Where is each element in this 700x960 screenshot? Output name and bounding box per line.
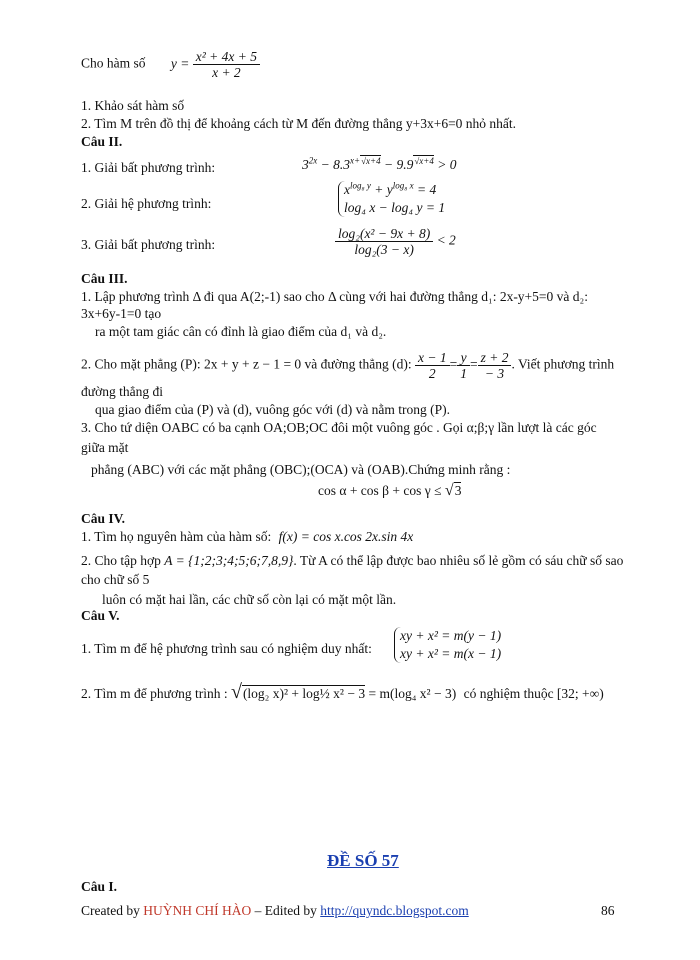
cau3-item2-post: . Viết phương trình — [511, 356, 615, 372]
cau3-item2-frac3 — [478, 350, 512, 381]
cau4-item1-formula: f(x) = cos x.cos 2x.sin 4x — [278, 529, 414, 544]
cau4-item2-line2: cho chữ số 5 — [81, 572, 150, 587]
cau5-item2-post: có nghiệm thuộc [32; +∞) — [463, 686, 604, 701]
intro-y-label: y = — [170, 55, 190, 71]
cau5-item2: 2. Tìm m để phương trình : √(log₂ x)² + log½ x² − 3 = m(log₄ x² − 3) có nghiệm thuộc [32; +∞) — [81, 681, 604, 703]
cau3-item3-radicand: 3 — [454, 483, 462, 498]
intro-function — [81, 49, 260, 80]
page-number: 86 — [601, 903, 615, 918]
cau4-item2-set: A = {1;2;3;4;5;6;7,8,9} — [164, 553, 294, 568]
cau3-item3-line2: giữa mặt — [81, 440, 129, 455]
cau5-item2-radicand: (log₂ x)² + log½ x² − 3 — [242, 686, 366, 701]
cau5-item1-label: 1. Tìm m để hệ phương trình sau có nghiệm duy nhất: — [81, 641, 372, 656]
cau5-item1-eq2: xy + x² = m(x − 1) — [400, 646, 502, 661]
cau2-item1-label: 1. Giải bất phương trình: — [81, 160, 216, 175]
cau1-item2: 2. Tìm M trên đồ thị để khoảng cách từ M đến đường thẳng y+3x+6=0 nhỏ nhất. — [81, 116, 517, 131]
cau3-item3-inequality: cos α + cos β + cos γ ≤ √3 — [318, 482, 462, 499]
footer-credit — [81, 903, 469, 919]
cau2-item3-num: log₂(x² − 9x + 8) — [335, 226, 433, 242]
footer-author: HUỲNH CHÍ HÀO — [143, 903, 252, 918]
frac3-num: z + 2 — [478, 350, 512, 366]
cau4-item2-post: . Từ A có thể lập được bao nhiêu số lẻ gồm có sáu chữ số sao — [293, 553, 624, 568]
cau4-item1 — [81, 529, 413, 545]
cau3-item2: 2. Cho mặt phẳng (P): 2x + y + z − 1 = 0 và đường thẳng (d): $\frac{x - 1}{2}$ = $\frac{y}{1}$ = $\frac{z + 2}{- 3}$ . Viết phương trình — [81, 350, 615, 381]
cau3-item2-pre: 2. Cho mặt phẳng (P): 2x + y + z − 1 = 0 và đường thẳng (d): — [81, 356, 412, 372]
cau2-item1-formula: $3^{2x} - 8.3^{x+√x+4} - 9.9^{√x+4} > 0$ — [302, 155, 457, 172]
cau2-item3-den: log₂(3 − x) — [354, 242, 414, 257]
next-exam-title: ĐỀ SỐ 57 — [327, 851, 399, 870]
cau3-item2-line2: đường thẳng đi — [81, 384, 163, 399]
cau2-item3-rhs: < 2 — [436, 232, 456, 248]
cau3-item3-line3: phẳng (ABC) với các mặt phẳng (OBC);(OCA) và (OAB).Chứng minh rằng : — [91, 462, 511, 477]
frac2-num: y — [457, 350, 470, 366]
cau3-item3-line1: 3. Cho tứ diện OABC có ba cạnh OA;OB;OC đôi một vuông góc . Gọi α;β;γ lần lượt là các góc — [81, 420, 597, 435]
cau2-item3-formula — [335, 226, 456, 257]
frac1-den: 2 — [428, 366, 436, 381]
cau3-item1-line3: ra một tam giác cân có đỉnh là giao điểm của d₁ và d₂. — [95, 324, 387, 339]
cau2-item3-label: 3. Giải bất phương trình: — [81, 237, 216, 252]
cau4-item2-line3: luôn có mặt hai lần, các chữ số còn lại có mặt một lần. — [102, 592, 397, 607]
cau2-item2-system: $x^{log_8 y} + y^{log_8 x} = 4$ log₄ x − log₄ y = 1 — [338, 181, 445, 217]
cau5-item2-rhs: = m(log₄ x² − 3) — [368, 686, 457, 701]
cau2-item2-line2: log₄ x − log₄ y = 1 — [344, 200, 446, 215]
cau3-item2-line3: qua giao điểm của (P) và (d), vuông góc với (d) và nằm trong (P). — [95, 402, 451, 417]
footer-created-by: Created by — [81, 903, 140, 918]
cau4-item2 — [81, 553, 623, 569]
intro-fraction — [193, 49, 260, 80]
cau2-item2-rhs: = 4 — [416, 182, 437, 197]
cau4-item2-pre: 2. Cho tập hợp — [81, 553, 161, 568]
intro-numerator: x² + 4x + 5 — [193, 49, 260, 65]
cau5-title: Câu V. — [81, 608, 120, 623]
cau5-item1-eq1: xy + x² = m(y − 1) — [400, 628, 502, 643]
cau2-title: Câu II. — [81, 134, 123, 149]
cau3-item1-line1: 1. Lập phương trình Δ đi qua A(2;-1) sao cho Δ cùng với hai đường thẳng d₁: 2x-y+5=0 và d₂: — [81, 289, 588, 304]
frac2-den: 1 — [460, 366, 467, 381]
intro-label: Cho hàm số — [81, 55, 146, 71]
cau4-title: Câu IV. — [81, 511, 126, 526]
cau1-item1: 1. Khảo sát hàm số — [81, 98, 185, 113]
cau2-item1-rhs: > 0 — [437, 157, 457, 172]
cau5-item1-system — [394, 627, 501, 663]
cau3-item1-line2: 3x+6y-1=0 tạo — [81, 306, 162, 321]
next-exam-section: Câu I. — [81, 879, 118, 894]
cau3-item3-formula: cos α + cos β + cos γ ≤ — [318, 483, 442, 498]
cau4-item1-label: 1. Tìm họ nguyên hàm của hàm số: — [81, 529, 272, 544]
cau2-item2-label: 2. Giải hệ phương trình: — [81, 196, 212, 211]
frac1-num: x − 1 — [415, 350, 450, 366]
cau3-item2-frac1 — [415, 350, 450, 381]
cau3-title: Câu III. — [81, 271, 128, 286]
footer-edited-by: – Edited by — [254, 903, 317, 918]
footer-url-link[interactable]: http://quyndc.blogspot.com — [320, 903, 469, 918]
cau5-item2-label: 2. Tìm m để phương trình : — [81, 686, 228, 701]
intro-denominator: x + 2 — [212, 65, 241, 80]
cau3-item2-frac2 — [457, 350, 470, 381]
frac3-den: − 3 — [484, 366, 505, 381]
